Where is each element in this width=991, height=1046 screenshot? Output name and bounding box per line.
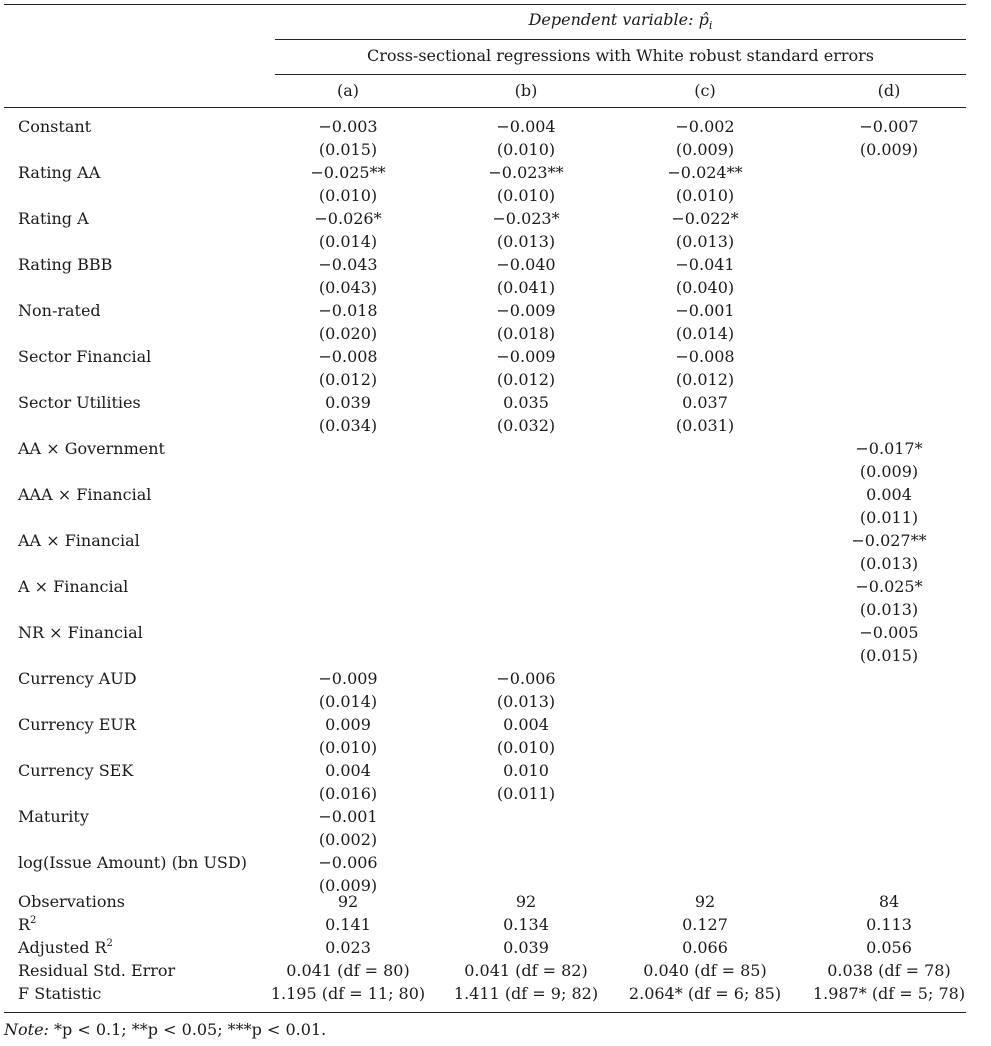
stat-label-text: R [18, 915, 31, 934]
coefficient-cell: −0.024** [667, 163, 743, 182]
row-label: Rating BBB [18, 255, 113, 274]
std-error-cell: (0.011) [496, 784, 556, 803]
stat-label [18, 892, 125, 912]
std-error-cell: (0.032) [496, 416, 556, 435]
std-error-cell: (0.012) [675, 370, 735, 389]
std-error-cell: (0.015) [318, 140, 378, 159]
row-label: AA × Government [18, 439, 165, 458]
row-label: Rating A [18, 209, 89, 228]
column-header: (c) [694, 81, 716, 100]
coefficient-cell: −0.043 [318, 255, 378, 274]
coefficient-cell: −0.040 [496, 255, 556, 274]
stat-value-cell: 0.134 [503, 915, 549, 934]
table-subtitle: Cross-sectional regressions with White robust standard errors [366, 46, 874, 65]
stat-value-cell: 0.141 [325, 915, 371, 934]
stat-label [18, 984, 101, 1004]
row-label: AAA × Financial [18, 485, 152, 504]
stat-value-cell: 1.987* (df = 5; 78) [812, 984, 966, 1003]
std-error-cell: (0.009) [675, 140, 735, 159]
std-error-cell: (0.041) [496, 278, 556, 297]
stat-value-cell: 0.039 [503, 938, 549, 957]
std-error-cell: (0.016) [318, 784, 378, 803]
stat-value-cell: 0.127 [682, 915, 728, 934]
row-label: Sector Financial [18, 347, 152, 366]
row-label: A × Financial [18, 577, 129, 596]
stat-value-cell: 0.041 (df = 80) [286, 961, 410, 980]
column-header: (a) [336, 81, 360, 100]
std-error-cell: (0.009) [859, 462, 919, 481]
stat-label-text: Residual Std. Error [18, 961, 176, 980]
stat-label-superscript: 2 [30, 914, 37, 926]
stat-value-cell: 0.056 [866, 938, 912, 957]
coefficient-cell: 0.010 [503, 761, 549, 780]
row-label: Rating AA [18, 163, 101, 182]
stat-label-text: Observations [18, 892, 125, 911]
row-label: Sector Utilities [18, 393, 141, 412]
row-label: Currency SEK [18, 761, 134, 780]
stat-value-cell: 1.195 (df = 11; 80) [270, 984, 426, 1003]
row-label: Currency EUR [18, 715, 136, 734]
table-note [4, 1020, 326, 1040]
std-error-cell: (0.013) [859, 554, 919, 573]
stat-value-cell: 92 [694, 892, 716, 911]
coefficient-cell: −0.003 [318, 117, 378, 136]
stat-label-text: F Statistic [18, 984, 102, 1003]
coefficient-cell: −0.008 [675, 347, 735, 366]
stat-label-text: Adjusted R [18, 938, 107, 957]
stat-value-cell: 84 [878, 892, 900, 911]
coefficient-cell: −0.022* [671, 209, 739, 228]
stat-value-cell: 92 [337, 892, 359, 911]
stat-value-cell: 0.066 [682, 938, 728, 957]
coefficient-cell: −0.005 [859, 623, 919, 642]
coefficient-cell: −0.006 [496, 669, 556, 688]
std-error-cell: (0.002) [318, 830, 378, 849]
std-error-cell: (0.014) [318, 692, 378, 711]
std-error-cell: (0.014) [318, 232, 378, 251]
header-rule-1 [275, 39, 966, 40]
std-error-cell: (0.020) [318, 324, 378, 343]
note-label: Note: [4, 1020, 49, 1039]
coefficient-cell: −0.007 [859, 117, 919, 136]
std-error-cell: (0.013) [496, 232, 556, 251]
stat-value-cell: 2.064* (df = 6; 85) [628, 984, 782, 1003]
std-error-cell: (0.010) [318, 738, 378, 757]
row-label: Maturity [18, 807, 89, 826]
coefficient-cell: −0.017* [855, 439, 923, 458]
coefficient-cell: −0.002 [675, 117, 735, 136]
dependent-variable-header [275, 10, 966, 36]
stat-value-cell: 0.040 (df = 85) [643, 961, 767, 980]
coefficient-cell: −0.023* [492, 209, 560, 228]
coefficient-cell: −0.025** [310, 163, 386, 182]
std-error-cell: (0.013) [859, 600, 919, 619]
stat-label [18, 915, 36, 935]
std-error-cell: (0.009) [318, 876, 378, 895]
coefficient-cell: 0.037 [682, 393, 728, 412]
coefficient-cell: 0.004 [325, 761, 371, 780]
row-label: Currency AUD [18, 669, 137, 688]
coefficient-cell: −0.023** [488, 163, 564, 182]
std-error-cell: (0.012) [496, 370, 556, 389]
std-error-cell: (0.040) [675, 278, 735, 297]
stat-value-cell: 0.041 (df = 82) [464, 961, 588, 980]
bottom-rule [4, 1012, 966, 1013]
header-rule-3 [4, 107, 966, 108]
coefficient-cell: −0.009 [496, 301, 556, 320]
stat-value-cell: 0.023 [325, 938, 371, 957]
stat-label-superscript: 2 [106, 937, 113, 949]
std-error-cell: (0.013) [675, 232, 735, 251]
coefficient-cell: 0.004 [866, 485, 912, 504]
stat-value-cell: 92 [515, 892, 537, 911]
std-error-cell: (0.010) [496, 186, 556, 205]
coefficient-cell: −0.008 [318, 347, 378, 366]
std-error-cell: (0.010) [496, 140, 556, 159]
coefficient-cell: −0.009 [318, 669, 378, 688]
std-error-cell: (0.014) [675, 324, 735, 343]
stat-value-cell: 1.411 (df = 9; 82) [453, 984, 599, 1003]
column-header: (b) [514, 81, 538, 100]
dependent-variable-label: Dependent variable: [528, 10, 694, 29]
row-label: Non-rated [18, 301, 101, 320]
stat-label [18, 961, 175, 981]
std-error-cell: (0.010) [675, 186, 735, 205]
row-label: AA × Financial [18, 531, 140, 550]
stat-value-cell: 0.038 (df = 78) [827, 961, 951, 980]
std-error-cell: (0.031) [675, 416, 735, 435]
coefficient-cell: 0.009 [325, 715, 371, 734]
coefficient-cell: −0.026* [314, 209, 382, 228]
column-header: (d) [877, 81, 901, 100]
coefficient-cell: −0.006 [318, 853, 378, 872]
top-rule [4, 4, 966, 5]
stat-label [18, 938, 113, 958]
std-error-cell: (0.011) [859, 508, 919, 527]
header-rule-2 [275, 74, 966, 75]
std-error-cell: (0.034) [318, 416, 378, 435]
std-error-cell: (0.013) [496, 692, 556, 711]
coefficient-cell: 0.035 [503, 393, 549, 412]
std-error-cell: (0.010) [318, 186, 378, 205]
row-label: NR × Financial [18, 623, 143, 642]
coefficient-cell: −0.018 [318, 301, 378, 320]
std-error-cell: (0.009) [859, 140, 919, 159]
std-error-cell: (0.043) [318, 278, 378, 297]
note-text: *p < 0.1; **p < 0.05; ***p < 0.01. [54, 1020, 327, 1039]
coefficient-cell: 0.004 [503, 715, 549, 734]
stat-value-cell: 0.113 [866, 915, 912, 934]
coefficient-cell: −0.001 [318, 807, 378, 826]
std-error-cell: (0.012) [318, 370, 378, 389]
dependent-variable-symbol: $p̂_i$ [698, 10, 713, 33]
coefficient-cell: −0.009 [496, 347, 556, 366]
coefficient-cell: −0.004 [496, 117, 556, 136]
coefficient-cell: −0.027** [851, 531, 927, 550]
coefficient-cell: −0.001 [675, 301, 735, 320]
coefficient-cell: 0.039 [325, 393, 371, 412]
coefficient-cell: −0.041 [675, 255, 735, 274]
row-label: Constant [18, 117, 92, 136]
std-error-cell: (0.010) [496, 738, 556, 757]
std-error-cell: (0.018) [496, 324, 556, 343]
coefficient-cell: −0.025* [855, 577, 923, 596]
std-error-cell: (0.015) [859, 646, 919, 665]
row-label: log(Issue Amount) (bn USD) [18, 853, 247, 872]
